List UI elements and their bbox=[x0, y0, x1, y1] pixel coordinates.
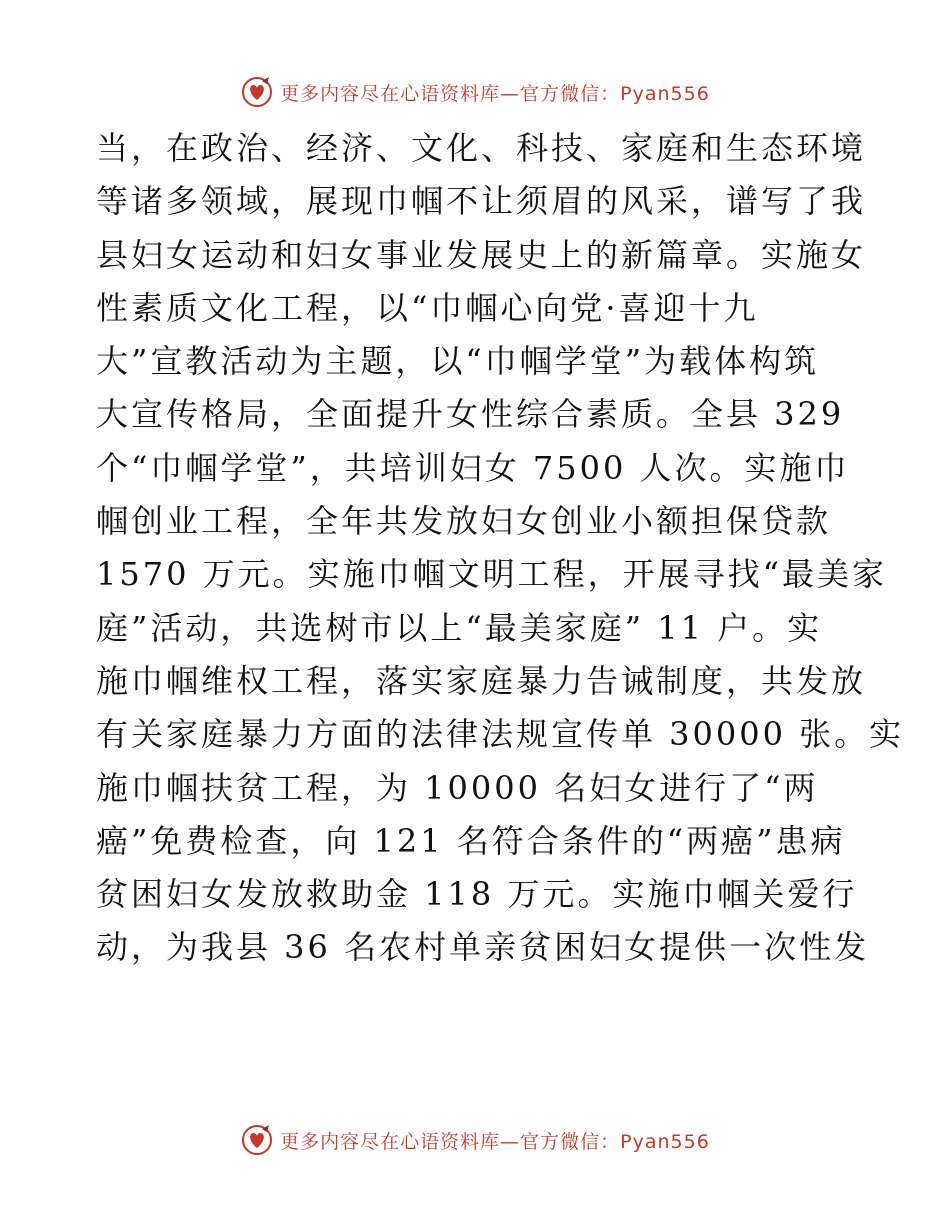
text-line: 性素质文化工程，以“巾帼心向党·喜迎十九 bbox=[96, 288, 759, 327]
text-line: 施巾帼扶贫工程，为 10000 名妇女进行了“两 bbox=[96, 768, 819, 807]
heart-pen-logo-icon bbox=[240, 75, 274, 109]
text-line: 大宣传格局，全面提升女性综合素质。全县 329 bbox=[96, 395, 845, 434]
header-watermark bbox=[0, 72, 950, 112]
header-watermark-text: 更多内容尽在心语资料库—官方微信： bbox=[280, 82, 621, 105]
text-line: 有关家庭暴力方面的法律法规宣传单 30000 张。实 bbox=[96, 715, 905, 754]
text-line: 大”宣教活动为主题，以“巾帼学堂”为载体构筑 bbox=[96, 342, 820, 381]
text-line: 等诸多领域，展现巾帼不让须眉的风采，谱写了我 bbox=[96, 182, 867, 221]
footer-watermark-text: 更多内容尽在心语资料库—官方微信： bbox=[280, 1130, 621, 1153]
document-body bbox=[96, 122, 905, 975]
text-line: 1570 万元。实施巾帼文明工程，开展寻找“最美家 bbox=[96, 555, 887, 594]
footer-watermark bbox=[0, 1120, 950, 1160]
text-line: 县妇女运动和妇女事业发展史上的新篇章。实施女 bbox=[96, 235, 867, 274]
header-watermark-account: Pyan556 bbox=[620, 82, 710, 105]
text-line: 当，在政治、经济、文化、科技、家庭和生态环境 bbox=[96, 129, 867, 167]
text-line: 庭”活动，共选树市以上“最美家庭” 11 户。实 bbox=[96, 608, 823, 647]
heart-pen-logo-icon bbox=[240, 1123, 274, 1157]
text-line: 施巾帼维权工程，落实家庭暴力告诫制度，共发放 bbox=[96, 661, 867, 700]
text-line: 贫困妇女发放救助金 118 万元。实施巾帼关爱行 bbox=[96, 875, 858, 914]
text-line: 动，为我县 36 名农村单亲贫困妇女提供一次性发 bbox=[96, 928, 870, 967]
text-line: 帼创业工程，全年共发放妇女创业小额担保贷款 bbox=[96, 502, 832, 541]
footer-watermark-account: Pyan556 bbox=[620, 1130, 710, 1153]
text-line: 个“巾帼学堂”，共培训妇女 7500 人次。实施巾 bbox=[96, 448, 850, 487]
text-line: 癌”免费检查，向 121 名符合条件的“两癌”患病 bbox=[96, 821, 846, 860]
